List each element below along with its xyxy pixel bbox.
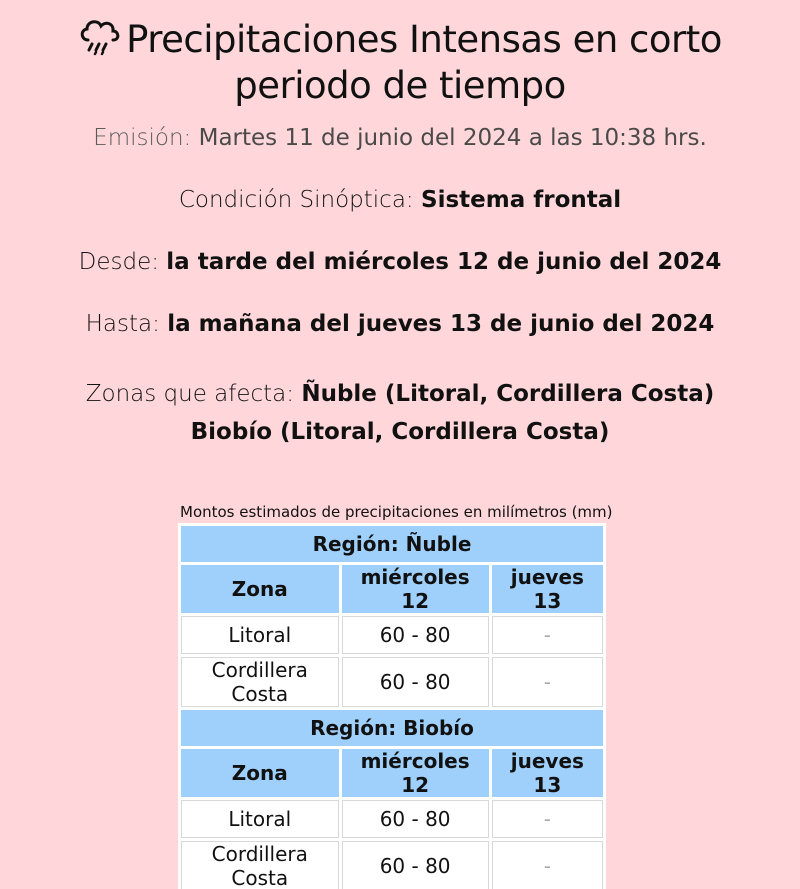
table-row (181, 616, 603, 654)
zone-cell: Cordillera Costa (181, 841, 339, 889)
zone-cell: Cordillera Costa (181, 657, 339, 707)
region-row (181, 710, 603, 746)
column-header: miércoles 12 (342, 565, 489, 613)
title-text: Precipitaciones Intensas en corto periodo de tiempo (126, 18, 722, 107)
zone-nuble: Ñuble (Litoral, Cordillera Costa) (301, 381, 715, 407)
to-line (0, 311, 800, 337)
column-header: miércoles 12 (342, 749, 489, 797)
emission-label: Emisión: (93, 125, 192, 151)
zone-cell: Litoral (181, 800, 339, 838)
region-title: Región: Ñuble (181, 526, 603, 562)
condition-label: Condición Sinóptica: (178, 187, 414, 213)
table-row (181, 841, 603, 889)
amount-cell: 60 - 80 (342, 657, 489, 707)
emission-value: Martes 11 de junio del 2024 a las 10:38 hrs. (198, 125, 707, 151)
amount-cell: 60 - 80 (342, 841, 489, 889)
zones-label: Zonas que afecta: (85, 381, 295, 407)
region-title: Región: Biobío (181, 710, 603, 746)
table-row (181, 657, 603, 707)
condition-line (0, 187, 800, 213)
region-row (181, 526, 603, 562)
column-header: Zona (181, 749, 339, 797)
from-line (0, 249, 800, 275)
table-header-row (181, 565, 603, 613)
table-caption: Montos estimados de precipitaciones en milímetros (mm) (180, 503, 613, 521)
zone-cell: Litoral (181, 616, 339, 654)
to-value: la mañana del jueves 13 de junio del 2024 (167, 311, 715, 337)
to-label: Hasta: (85, 311, 160, 337)
column-header: Zona (181, 565, 339, 613)
column-header: jueves 13 (492, 749, 603, 797)
zones-line (0, 375, 800, 451)
from-label: Desde: (78, 249, 159, 275)
table-row (181, 800, 603, 838)
amount-cell: - (492, 616, 603, 654)
condition-value: Sistema frontal (421, 187, 622, 213)
column-header: jueves 13 (492, 565, 603, 613)
amount-cell: - (492, 657, 603, 707)
precipitation-table (178, 523, 606, 889)
zone-biobio: Biobío (Litoral, Cordillera Costa) (190, 419, 610, 445)
amount-cell: - (492, 800, 603, 838)
amount-cell: - (492, 841, 603, 889)
emission-line (0, 125, 800, 151)
amount-cell: 60 - 80 (342, 616, 489, 654)
from-value: la tarde del miércoles 12 de junio del 2024 (166, 249, 722, 275)
table-header-row (181, 749, 603, 797)
cloud-rain-icon (78, 16, 122, 56)
page-title (40, 0, 760, 109)
amount-cell: 60 - 80 (342, 800, 489, 838)
